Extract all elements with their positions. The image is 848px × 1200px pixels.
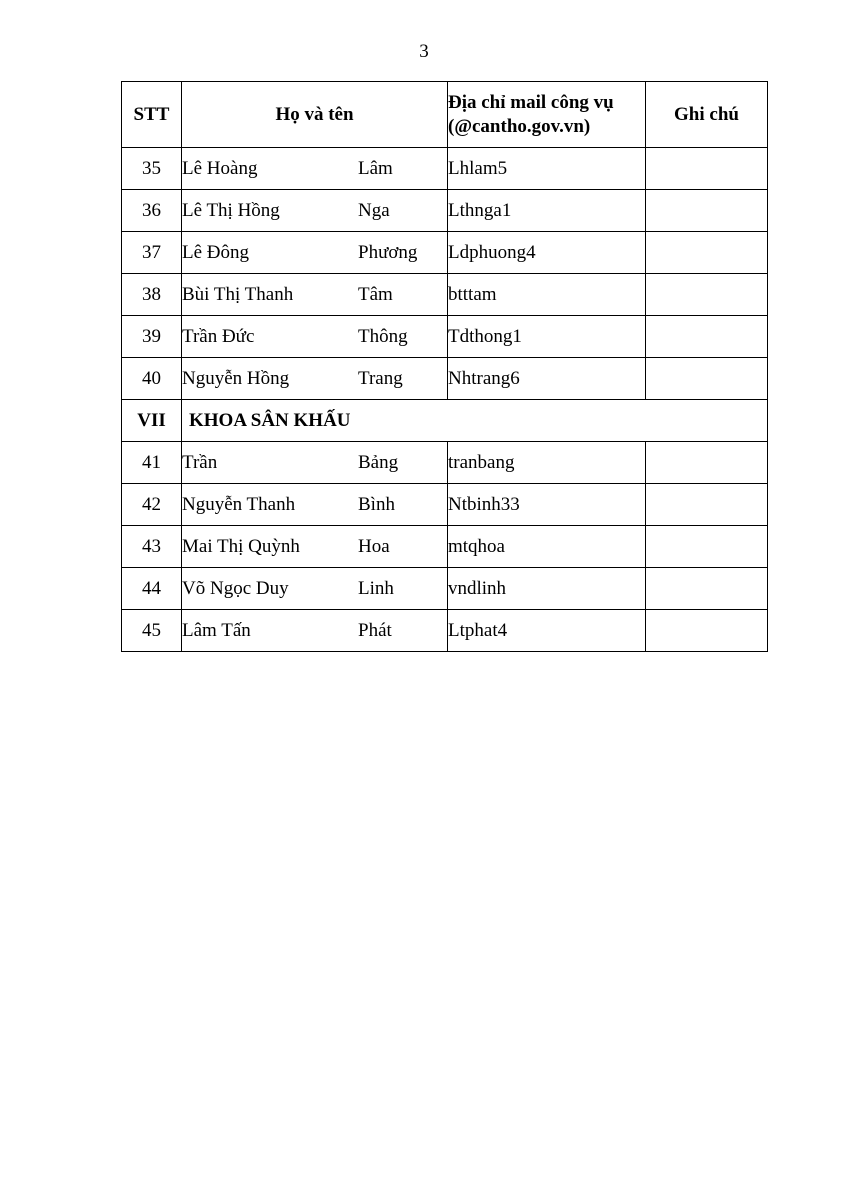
- row-note: [646, 442, 768, 484]
- row-given-name: Tâm: [358, 283, 393, 305]
- row-surname: Võ Ngọc Duy: [182, 577, 289, 599]
- name-wrap: [182, 158, 447, 180]
- row-given-name: Bảng: [358, 451, 399, 473]
- row-surname: Nguyễn Thanh: [182, 493, 296, 515]
- row-email: Lhlam5: [448, 148, 646, 190]
- row-stt: 36: [122, 190, 182, 232]
- name-wrap: [182, 536, 447, 558]
- row-name: [182, 274, 448, 316]
- row-stt: 38: [122, 274, 182, 316]
- row-name: [182, 610, 448, 652]
- row-given-name: Phương: [358, 241, 418, 263]
- table-row: [122, 274, 768, 316]
- row-surname: Bùi Thị Thanh: [182, 283, 294, 305]
- table-row: [122, 148, 768, 190]
- row-name: [182, 484, 448, 526]
- table-row: [122, 442, 768, 484]
- name-wrap: [182, 326, 447, 348]
- row-email: Ltphat4: [448, 610, 646, 652]
- row-given-name: Trang: [358, 367, 403, 389]
- table-section: [122, 400, 768, 442]
- row-email: Nhtrang6: [448, 358, 646, 400]
- row-surname: Trần: [182, 451, 218, 473]
- row-name: [182, 316, 448, 358]
- header-note: Ghi chú: [646, 82, 768, 148]
- row-given-name: Nga: [358, 199, 390, 221]
- name-wrap: [182, 200, 447, 222]
- row-given-name: Thông: [358, 325, 408, 347]
- page-number: 3: [419, 41, 429, 62]
- header-mail-line1: Địa chỉ mail công vụ: [448, 91, 614, 113]
- row-email: mtqhoa: [448, 526, 646, 568]
- table-row: [122, 610, 768, 652]
- row-note: [646, 484, 768, 526]
- row-note: [646, 568, 768, 610]
- row-surname: Mai Thị Quỳnh: [182, 535, 300, 557]
- row-stt: 39: [122, 316, 182, 358]
- row-stt: 37: [122, 232, 182, 274]
- row-given-name: Phát: [358, 619, 392, 641]
- row-email: Lthnga1: [448, 190, 646, 232]
- row-note: [646, 274, 768, 316]
- row-note: [646, 316, 768, 358]
- row-note: [646, 358, 768, 400]
- table-header-row: [122, 82, 768, 148]
- section-row: [122, 400, 768, 442]
- row-email: vndlinh: [448, 568, 646, 610]
- name-wrap: [182, 578, 447, 600]
- row-given-name: Bình: [358, 493, 395, 515]
- table-row: [122, 190, 768, 232]
- row-note: [646, 232, 768, 274]
- row-surname: Lê Hoàng: [182, 157, 258, 179]
- row-surname: Nguyễn Hồng: [182, 367, 290, 389]
- row-stt: 41: [122, 442, 182, 484]
- name-wrap: [182, 284, 447, 306]
- row-stt: 43: [122, 526, 182, 568]
- row-stt: 45: [122, 610, 182, 652]
- table-row: [122, 568, 768, 610]
- table-row: [122, 526, 768, 568]
- table-body-group2: [122, 442, 768, 652]
- row-email: Ldphuong4: [448, 232, 646, 274]
- row-surname: Lê Đông: [182, 241, 250, 263]
- header-name: Họ và tên: [182, 82, 448, 148]
- row-given-name: Linh: [358, 577, 394, 599]
- table-row: [122, 358, 768, 400]
- row-name: [182, 442, 448, 484]
- name-wrap: [182, 368, 447, 390]
- name-wrap: [182, 242, 447, 264]
- row-stt: 35: [122, 148, 182, 190]
- row-given-name: Hoa: [358, 535, 390, 557]
- row-note: [646, 148, 768, 190]
- row-note: [646, 526, 768, 568]
- row-email: Tdthong1: [448, 316, 646, 358]
- table-row: [122, 232, 768, 274]
- name-wrap: [182, 620, 447, 642]
- header-mail: [448, 82, 646, 148]
- row-stt: 44: [122, 568, 182, 610]
- header-stt: STT: [122, 82, 182, 148]
- row-name: [182, 358, 448, 400]
- table-body-group1: [122, 148, 768, 400]
- row-email: tranbang: [448, 442, 646, 484]
- row-name: [182, 148, 448, 190]
- row-name: [182, 232, 448, 274]
- row-name: [182, 190, 448, 232]
- row-surname: Lâm Tấn: [182, 619, 251, 641]
- row-email: btttam: [448, 274, 646, 316]
- row-note: [646, 190, 768, 232]
- row-surname: Lê Thị Hồng: [182, 199, 280, 221]
- row-stt: 40: [122, 358, 182, 400]
- name-wrap: [182, 452, 447, 474]
- row-stt: 42: [122, 484, 182, 526]
- table-row: [122, 316, 768, 358]
- section-number: VII: [122, 400, 182, 442]
- row-name: [182, 568, 448, 610]
- table-row: [122, 484, 768, 526]
- row-email: Ntbinh33: [448, 484, 646, 526]
- section-title: KHOA SÂN KHẤU: [182, 400, 768, 442]
- row-surname: Trần Đức: [182, 325, 255, 347]
- staff-email-table: [121, 81, 768, 652]
- row-note: [646, 610, 768, 652]
- row-given-name: Lâm: [358, 157, 393, 179]
- row-name: [182, 526, 448, 568]
- name-wrap: [182, 494, 447, 516]
- header-mail-line2: (@cantho.gov.vn): [448, 115, 591, 137]
